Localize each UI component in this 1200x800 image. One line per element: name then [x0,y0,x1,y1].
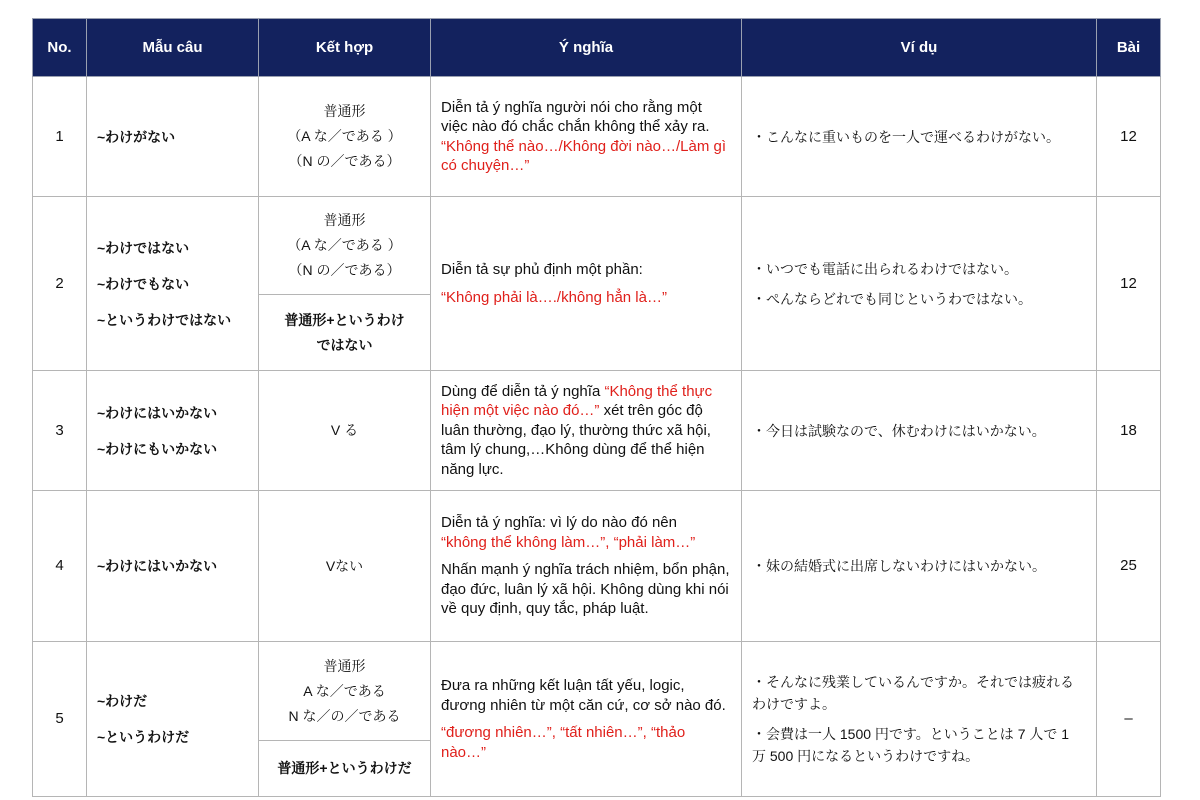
meaning-text: Diễn tả ý nghĩa người nói cho rằng một việc nào đó chắc chắn không thể xảy ra. [441,98,710,135]
header-lesson: Bài [1097,19,1161,77]
meaning [431,77,742,197]
example: ・妹の結婚式に出席しないわけにはいかない。 [742,491,1097,642]
comb-line: 普通形 [323,103,366,119]
pattern-line: ~わけでもない [97,275,190,292]
comb-line: ではない [316,336,373,353]
header-pattern: Mẫu câu [87,19,259,77]
meaning [431,491,742,642]
combination-alt [259,295,431,371]
meaning-translation: “Không thể thực hiện một việc nào đó…” [441,382,713,420]
table-row [33,77,1161,197]
meaning [431,642,742,797]
example-line: ・ぺんならどれでも同じというわではない。 [752,290,1032,307]
pattern [87,371,259,491]
combination-alt: 普通形+というわけだ [259,741,431,797]
pattern-line: ~わけにもいかない [97,440,218,457]
row-no: 4 [33,491,87,642]
comb-line: （N の／である） [288,262,401,278]
header-combination: Kết hợp [259,19,431,77]
meaning-text: Diễn tả sự phủ định một phần: [441,261,643,278]
header-row [33,19,1161,77]
meaning [431,371,742,491]
combination [259,197,431,295]
pattern: ~わけにはいかない [87,491,259,642]
meaning-text: Diễn tả ý nghĩa: vì lý do nào đó nên [441,514,677,532]
pattern [87,197,259,371]
pattern-line: ~わけにはいかない [97,404,218,421]
meaning-text: Đưa ra những kết luận tất yếu, logic, đương nhiên từ một căn cứ, cơ sở nào đó. [441,677,726,714]
example-line: ・そんなに残業しているんですか。それでは疲れるわけですよ。 [752,674,1074,712]
example-line: ・会費は一人 1500 円です。ということは 7 人で 1 万 500 円になるというわけですね。 [752,726,1070,764]
meaning [431,197,742,371]
row-no: 3 [33,371,87,491]
pattern: ~わけがない [87,77,259,197]
comb-line: N な／の／である [288,707,401,724]
lesson: 18 [1097,371,1161,491]
comb-line: （N の／である） [288,153,401,169]
example: ・今日は試験なので、休むわけにはいかない。 [742,371,1097,491]
header-example: Ví dụ [742,19,1097,77]
header-no: No. [33,19,87,77]
table-row [33,197,1161,295]
table-row [33,642,1161,741]
comb-line: 普通形 [323,657,366,674]
meaning-translation: “không thể không làm…”, “phải làm…” [441,533,696,551]
combination [259,77,431,197]
table-row [33,371,1161,491]
combination: Vない [259,491,431,642]
lesson: – [1097,642,1161,797]
meaning-translation: “Không thể nào…/Không đời nào…/Làm gì có chuyện…” [441,137,727,174]
header-meaning: Ý nghĩa [431,19,742,77]
example [742,197,1097,371]
pattern-line: ~わけだ [97,693,148,709]
example [742,642,1097,797]
example-line: ・いつでも電話に出られるわけではない。 [752,260,1018,277]
pattern [87,642,259,797]
meaning-note: Nhấn mạnh ý nghĩa trách nhiệm, bổn phận, đạo đức, luân lý xã hội. Không dùng khi nói về quy định, quy tắc, pháp luật. [441,561,730,618]
row-no: 1 [33,77,87,197]
pattern-line: ~というわけだ [97,729,190,745]
lesson: 25 [1097,491,1161,642]
comb-line: 普通形 [323,212,366,228]
comb-line: （A な／である ） [287,237,402,253]
meaning-translation: “Không phải là…./không hẳn là…” [441,288,667,306]
pattern-line: ~わけではない [97,239,190,256]
lesson: 12 [1097,197,1161,371]
meaning-translation: “đương nhiên…”, “tất nhiên…”, “thảo nào…” [441,724,686,761]
comb-line: （A な／である ） [287,128,402,144]
meaning-text: Dùng để diễn tả ý nghĩa [441,382,605,400]
grammar-table [32,18,1161,797]
pattern-line: ~というわけではない [97,311,232,328]
combination [259,642,431,741]
example: ・こんなに重いものを一人で運べるわけがない。 [742,77,1097,197]
comb-line: 普通形+というわけ [284,311,405,328]
table-row [33,491,1161,642]
row-no: 5 [33,642,87,797]
meaning-text: xét trên góc độ luân thường, đạo lý, thường thức xã hội, tâm lý chung,…Không dùng để thể hiện năng lực. [441,402,711,478]
row-no: 2 [33,197,87,371]
comb-line: A な／である [303,682,386,699]
lesson: 12 [1097,77,1161,197]
combination: V る [259,371,431,491]
